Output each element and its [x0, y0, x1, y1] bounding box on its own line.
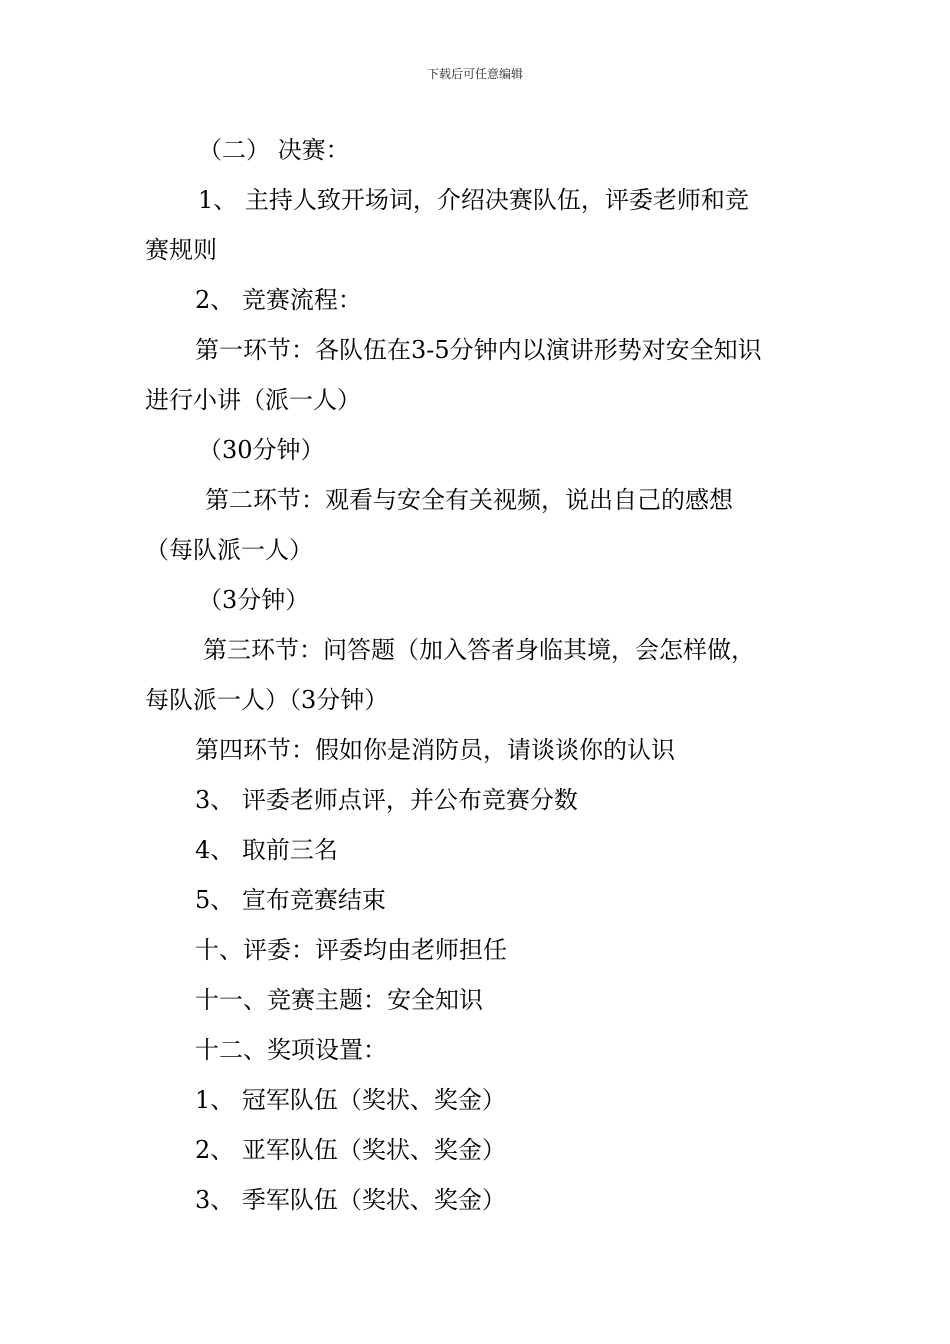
section-heading: 十一、竞赛主题：安全知识: [195, 986, 483, 1014]
list-item: 2、 竞赛流程：: [195, 286, 362, 314]
paragraph: 第四环节：假如你是消防员，请谈谈你的认识: [195, 736, 675, 764]
section-heading-finals: （二） 决赛：: [198, 136, 350, 164]
list-item: 3、 季军队伍（奖状、奖金）: [195, 1186, 506, 1214]
section-heading: 十二、奖项设置：: [195, 1036, 387, 1064]
paragraph: （3分钟）: [198, 586, 310, 614]
list-item-continuation: 赛规则: [145, 236, 217, 264]
list-item: 1、 主持人致开场词，介绍决赛队伍，评委老师和竞: [198, 186, 749, 214]
list-item: 2、 亚军队伍（奖状、奖金）: [195, 1136, 506, 1164]
paragraph-continuation: 进行小讲（派一人）: [145, 386, 361, 414]
paragraph-continuation: 每队派一人）（3分钟）: [145, 686, 389, 714]
list-item: 4、 取前三名: [195, 836, 338, 864]
paragraph: 第三环节：问答题（加入答者身临其境，会怎样做，: [203, 636, 755, 664]
list-item: 5、 宣布竞赛结束: [195, 886, 386, 914]
paragraph: 第二环节：观看与安全有关视频，说出自己的感想: [205, 486, 733, 514]
list-item: 1、 冠军队伍（奖状、奖金）: [195, 1086, 506, 1114]
section-heading: 十、评委：评委均由老师担任: [195, 936, 507, 964]
document-body: [145, 125, 810, 1225]
paragraph: （30分钟）: [198, 436, 325, 464]
page-header: 下载后可任意编辑: [426, 67, 523, 81]
paragraph-continuation: （每队派一人）: [145, 536, 313, 564]
paragraph: 第一环节：各队伍在3-5分钟内以演讲形势对安全知识: [195, 336, 762, 364]
list-item: 3、 评委老师点评，并公布竞赛分数: [195, 786, 578, 814]
